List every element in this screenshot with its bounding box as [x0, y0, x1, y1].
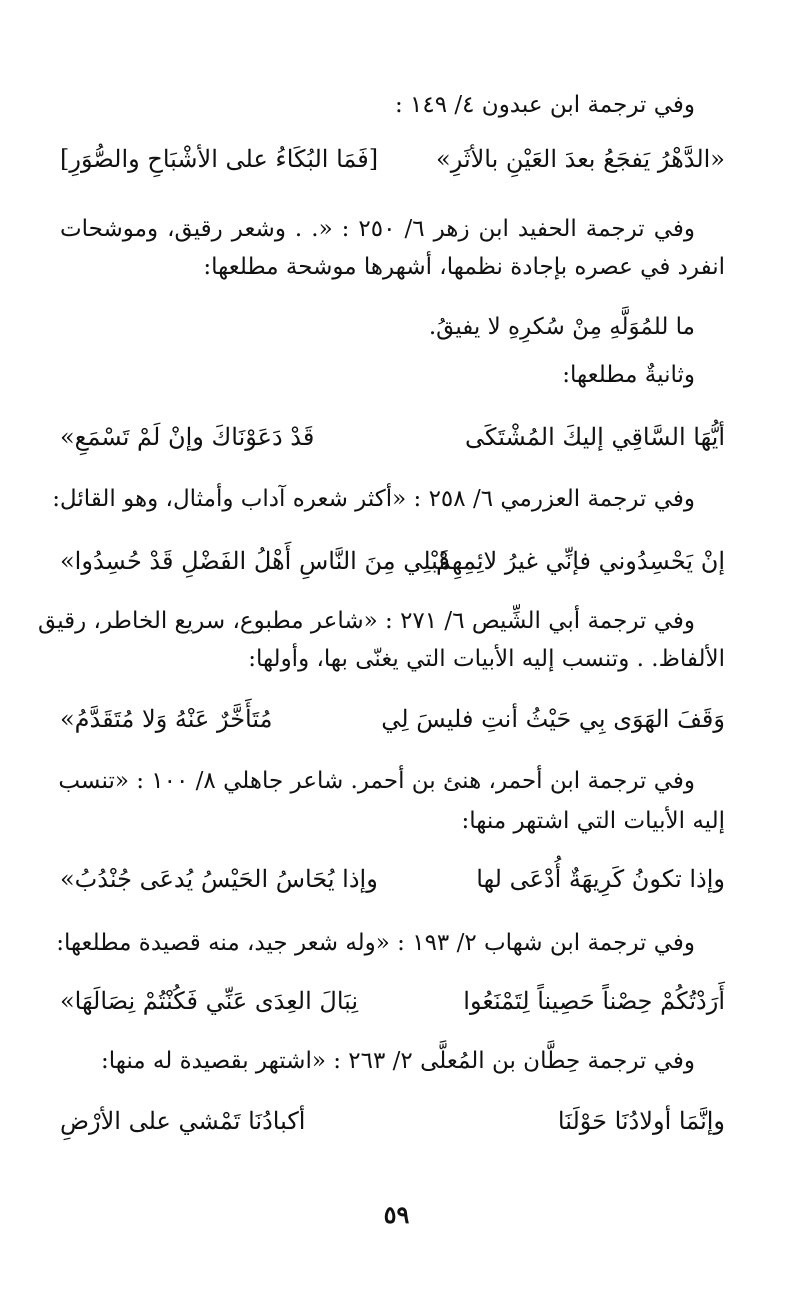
prose-line: إليه الأبيات التي اشتهر منها:: [461, 808, 725, 834]
verse: [60, 544, 725, 578]
verse-first-hemistich: «الدَّهْرُ يَفجَعُ بعدَ العَيْنِ بالأثَرِ»: [436, 145, 725, 173]
prose-line: ما للمُوَلَّهِ مِنْ سُكرِهِ لا يفيقُ.: [428, 314, 695, 340]
verse-second-hemistich: قَدْ دَعَوْنَاكَ وإنْ لَمْ تَسْمَعِ»: [60, 423, 315, 451]
verse-first-hemistich: وإنَّمَا أولادُنَا حَوْلَنَا: [557, 1107, 725, 1135]
prose-line: وفي ترجمة ابن شهاب ٢/ ١٩٣ : «وله شعر جيد، منه قصيدة مطلعها:: [56, 930, 695, 956]
verse: [60, 862, 725, 896]
prose-line: وفي ترجمة حِطَّان بن المُعلَّى ٢/ ٢٦٣ : «اشتهر بقصيدة له منها:: [101, 1048, 695, 1074]
verse: [60, 702, 725, 736]
verse-second-hemistich: [فَمَا البُكَاءُ على الأشْبَاحِ والصُّوَرِ]: [60, 145, 379, 173]
prose-line: وفي ترجمة العزرمي ٦/ ٢٥٨ : «أكثر شعره آداب وأمثال، وهو القائل:: [52, 486, 695, 512]
verse-second-hemistich: نِبَالَ العِدَى عَنِّي فَكُنْتُمْ نِصَالَهَا»: [60, 987, 359, 1015]
verse: [60, 142, 725, 176]
prose-line: انفرد في عصره بإجادة نظمها، أشهرها موشحة مطلعها:: [203, 254, 725, 280]
verse-second-hemistich: وإذا يُحَاسُ الحَيْسُ يُدعَى جُنْدُبُ»: [60, 865, 378, 893]
prose-line: الألفاظ. . وتنسب إليه الأبيات التي يغنّى بها، وأولها:: [248, 646, 725, 672]
verse: [60, 420, 725, 454]
verse-first-hemistich: وإذا تكونُ كَرِيهَةٌ أُدْعَى لها: [476, 865, 725, 893]
verse: [60, 1104, 725, 1138]
verse-first-hemistich: أَرَدْتُكُمْ حِصْناً حَصِيناً لِتَمْنَعُوا: [463, 987, 725, 1015]
prose-line: وفي ترجمة أبي الشِّيص ٦/ ٢٧١ : «شاعر مطبوع، سريع الخاطر، رقيق: [38, 608, 695, 634]
prose-line: وفي ترجمة ابن أحمر، هنئ بن أحمر. شاعر جاهلي ٨/ ١٠٠ : «تنسب: [58, 768, 695, 794]
verse-first-hemistich: أيُّهَا السَّاقِي إليكَ المُشْتَكَى: [464, 423, 725, 451]
prose-line: وثانيةٌ مطلعها:: [562, 362, 695, 388]
prose-line: وفي ترجمة الحفيد ابن زهر ٦/ ٢٥٠ : «. . وشعر رقيق، وموشحات: [60, 216, 695, 242]
verse-second-hemistich: مُتَأَخَّرٌ عَنْهُ وَلا مُتَقَدَّمُ»: [60, 705, 273, 733]
verse: [60, 984, 725, 1018]
verse-first-hemistich: وَقَفَ الهَوَى بِي حَيْثُ أنتِ فليسَ لِي: [381, 705, 725, 733]
page-number: ٥٩: [383, 1200, 410, 1229]
verse-second-hemistich: أكبادُنَا تَمْشي على الأرْضِ: [60, 1107, 306, 1135]
verse-second-hemistich: قَبْلِي مِنَ النَّاسِ أَهْلُ الفَضْلِ قَدْ حُسِدُوا»: [60, 547, 450, 575]
prose-line: وفي ترجمة ابن عبدون ٤/ ١٤٩ :: [394, 92, 695, 118]
verse-first-hemistich: إنْ يَحْسِدُوني فإنِّي غيرُ لائِمِهِمْ: [435, 547, 725, 575]
